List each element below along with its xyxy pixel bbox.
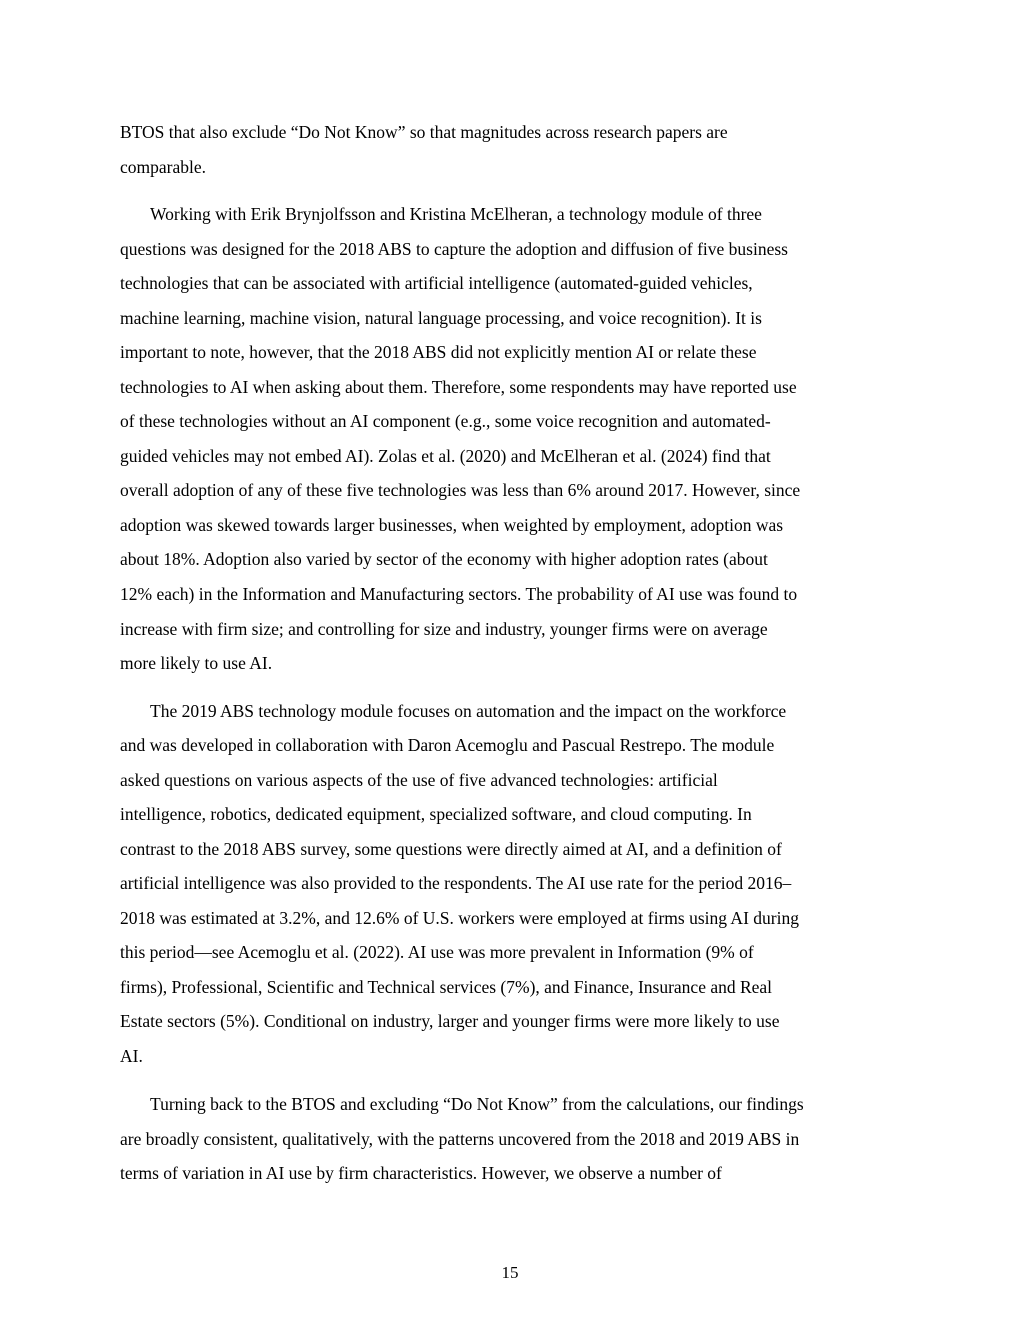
text-line: BTOS that also exclude “Do Not Know” so that magnitudes across research papers are — [120, 122, 728, 142]
text-line: adoption was skewed towards larger businesses, when weighted by employment, adoption was — [120, 515, 784, 535]
text-line: guided vehicles may not embed AI). Zolas et al. (2020) and McElheran et al. (2024) find that — [120, 446, 771, 466]
text-line: comparable. — [120, 157, 206, 177]
page-number: 15 — [501, 1263, 519, 1282]
text-line: AI. — [120, 1046, 143, 1066]
text-line: Working with Erik Brynjolfsson and Kristina McElheran, a technology module of three — [150, 204, 762, 224]
text-line: important to note, however, that the 2018 ABS did not explicitly mention AI or relate these — [120, 342, 757, 362]
text-line: increase with firm size; and controlling for size and industry, younger firms were on average — [120, 619, 768, 639]
text-line: about 18%. Adoption also varied by sector of the economy with higher adoption rates (about — [120, 549, 768, 569]
text-line: asked questions on various aspects of the use of five advanced technologies: artificial — [120, 770, 718, 790]
text-line: technologies to AI when asking about them. Therefore, some respondents may have reported use — [120, 377, 797, 397]
text-line: and was developed in collaboration with Daron Acemoglu and Pascual Restrepo. The module — [120, 735, 775, 755]
text-line: are broadly consistent, qualitatively, with the patterns uncovered from the 2018 and 2019 ABS in — [120, 1129, 800, 1149]
text-line: Estate sectors (5%). Conditional on industry, larger and younger firms were more likely to use — [120, 1011, 780, 1031]
text-line: this period—see Acemoglu et al. (2022). AI use was more prevalent in Information (9% of — [120, 942, 754, 962]
text-line: The 2019 ABS technology module focuses on automation and the impact on the workforce — [150, 701, 787, 721]
text-line: overall adoption of any of these five technologies was less than 6% around 2017. However, since — [120, 480, 801, 500]
text-line: intelligence, robotics, dedicated equipment, specialized software, and cloud computing. In — [120, 804, 752, 824]
text-line: 12% each) in the Information and Manufacturing sectors. The probability of AI use was found to — [120, 584, 798, 604]
text-line: terms of variation in AI use by firm characteristics. However, we observe a number of — [120, 1163, 722, 1183]
text-line: artificial intelligence was also provided to the respondents. The AI use rate for the period 2016– — [120, 873, 792, 893]
text-line: more likely to use AI. — [120, 653, 273, 673]
text-line: of these technologies without an AI component (e.g., some voice recognition and automated- — [120, 411, 771, 431]
text-line: contrast to the 2018 ABS survey, some questions were directly aimed at AI, and a definition of — [120, 839, 782, 859]
text-line: firms), Professional, Scientific and Technical services (7%), and Finance, Insurance and Real — [120, 977, 773, 997]
text-line: machine learning, machine vision, natural language processing, and voice recognition). It is — [120, 308, 762, 328]
text-line: questions was designed for the 2018 ABS to capture the adoption and diffusion of five business — [120, 239, 788, 259]
text-line: Turning back to the BTOS and excluding “Do Not Know” from the calculations, our findings — [150, 1094, 804, 1114]
text-line: technologies that can be associated with artificial intelligence (automated-guided vehicles, — [120, 273, 753, 293]
text-line: 2018 was estimated at 3.2%, and 12.6% of U.S. workers were employed at firms using AI during — [120, 908, 799, 928]
